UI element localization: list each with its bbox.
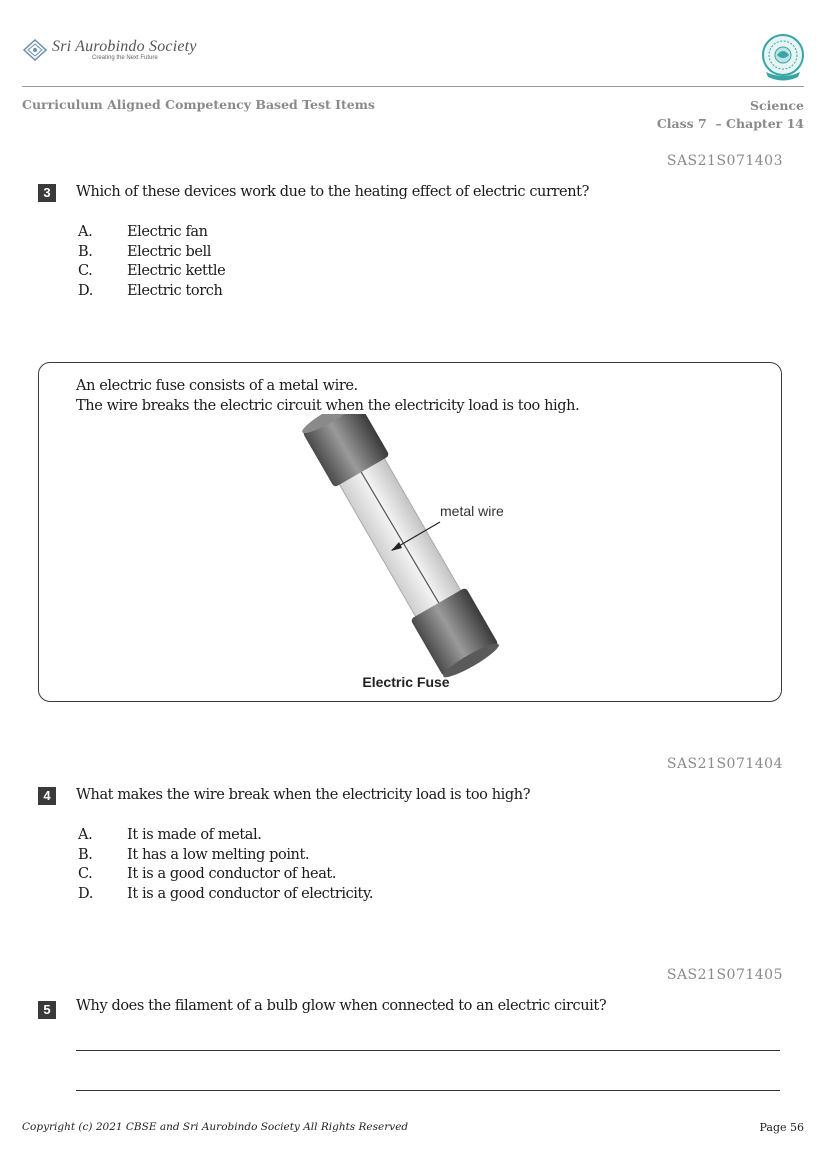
option-text: Electric fan [127, 224, 208, 240]
question-number-badge: 4 [38, 787, 56, 805]
subject-info [657, 97, 804, 133]
page-number: Page 56 [759, 1121, 804, 1134]
answer-line[interactable] [76, 1050, 780, 1051]
class-chapter-label: Class 7 – Chapter 14 [656, 116, 804, 131]
brand-tagline: Creating the Next Future [92, 55, 158, 61]
option-text: It is made of metal. [127, 827, 262, 843]
subject-label: Science [750, 98, 804, 113]
electric-fuse-figure [278, 414, 524, 696]
option-text: Electric kettle [127, 263, 226, 279]
metal-wire-label: metal wire [440, 503, 504, 519]
item-code: SAS21S071403 [666, 153, 783, 169]
option-text: It has a low melting point. [127, 846, 310, 863]
option-letter: B. [78, 846, 93, 863]
option-letter: C. [78, 866, 93, 882]
lotus-emblem-icon [22, 39, 48, 61]
option-letter: B. [78, 243, 93, 260]
option-letter: A. [78, 224, 93, 240]
option-text: Electric bell [127, 243, 211, 260]
question-number-badge: 3 [38, 184, 56, 202]
passage-line-1: An electric fuse consists of a metal wire. [76, 378, 358, 394]
answer-line[interactable] [76, 1090, 780, 1091]
option-letter: D. [78, 282, 93, 299]
item-code: SAS21S071405 [666, 967, 783, 983]
passage-line-2: The wire breaks the electric circuit when the electricity load is too high. [76, 398, 580, 414]
option-text: It is a good conductor of heat. [127, 866, 337, 882]
cbse-seal-logo [760, 34, 806, 82]
question-number-badge: 5 [38, 1001, 56, 1019]
question-text: What makes the wire break when the electricity load is too high? [76, 787, 531, 803]
option-text: Electric torch [127, 282, 223, 299]
brand-name: Sri Aurobindo Society [52, 38, 197, 55]
sri-aurobindo-society-logo [22, 36, 197, 68]
question-text: Which of these devices work due to the heating effect of electric current? [76, 184, 589, 200]
item-code: SAS21S071404 [666, 756, 783, 772]
option-letter: D. [78, 885, 93, 902]
option-letter: A. [78, 827, 93, 843]
copyright-notice: Copyright (c) 2021 CBSE and Sri Aurobindo Society All Rights Reserved [22, 1121, 409, 1133]
option-text: It is a good conductor of electricity. [127, 885, 374, 902]
question-text: Why does the filament of a bulb glow when connected to an electric circuit? [76, 998, 607, 1014]
header-divider [22, 86, 804, 87]
figure-caption: Electric Fuse [362, 674, 450, 690]
document-title: Curriculum Aligned Competency Based Test Items [22, 97, 375, 112]
option-letter: C. [78, 263, 93, 279]
